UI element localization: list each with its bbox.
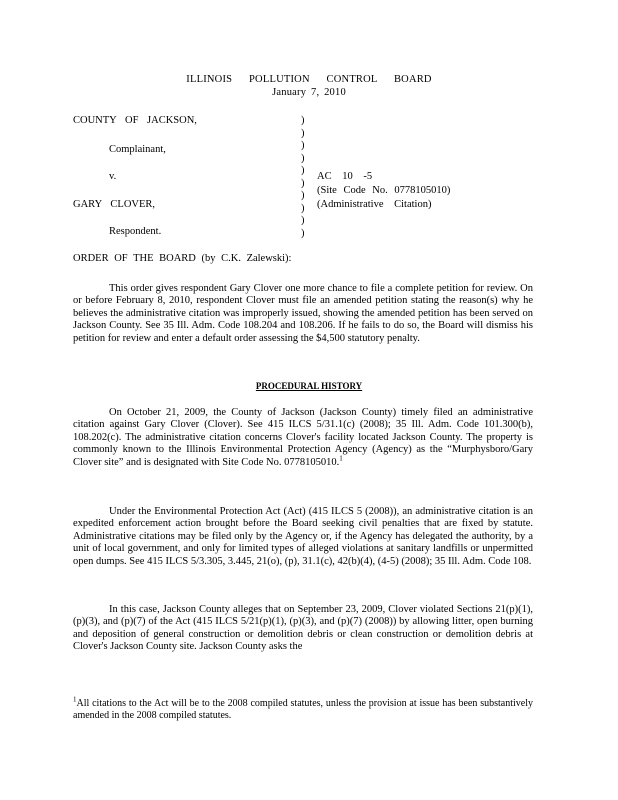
section-heading-text: PROCEDURAL HISTORY: [255, 381, 363, 391]
footnote-reference: 1: [339, 454, 343, 463]
case-number: AC 10 -5: [317, 171, 373, 182]
caption-parentheses: [301, 115, 311, 240]
versus-label: v.: [109, 171, 117, 182]
paren: ): [301, 202, 305, 214]
case-type: (Administrative Citation): [317, 199, 432, 210]
section-heading: [0, 380, 618, 392]
complainant-role: Complainant,: [109, 144, 166, 155]
paren: ): [301, 115, 305, 126]
paren: ): [301, 215, 305, 226]
footnote-text: All citations to the Act will be to the 2008 compiled statutes, unless the provision at issue has been substantively amended in the 2008 compiled statutes.: [73, 698, 533, 722]
paren: ): [301, 165, 305, 176]
site-code: (Site Code No. 0778105010): [317, 185, 451, 196]
paren: ): [301, 227, 305, 239]
footnote: [73, 695, 533, 723]
paragraph-allegations: In this case, Jackson County alleges that on September 23, 2009, Clover violated Sections 21(p)(1), (p)(3), and (p)(7) of the Act (415 ILCS 5/21(p)(1), (p)(3), and (p)(7) (2008)) by allowing litter, open burning and deposition of general construction or demolition debris or clean construction or demolition debris at Clover's Jackson County site. Jackson County asks the: [73, 604, 533, 653]
order-heading: ORDER OF THE BOARD (by C.K. Zalewski):: [73, 253, 292, 264]
paren: ): [301, 177, 305, 189]
paren: ): [301, 152, 305, 164]
order-date: January 7, 2010: [272, 87, 346, 98]
paragraph-text: On October 21, 2009, the County of Jackson (Jackson County) timely filed an administrative citation against Gary Clover (Clover). See 415 ILCS 5/31.1(c) (2008); 35 Ill. Adm. Code 101.300(b), 108.202(c). The administrative citation concerns Clover's facility located Jackson County. The property is commonly known to the Illinois Environmental Protection Agency (Agency) as the “Murphysboro/Gary Clover site” and is designated with Site Code No. 0778105010.: [73, 407, 533, 468]
respondent-role: Respondent.: [109, 226, 162, 237]
paragraph-procedural-history: [73, 407, 533, 469]
paren: ): [301, 140, 305, 151]
document-header: [0, 73, 618, 99]
board-name: ILLINOIS POLLUTION CONTROL BOARD: [186, 74, 432, 85]
paren: ): [301, 190, 305, 201]
respondent-name: GARY CLOVER,: [73, 199, 156, 210]
footnote-marker: 1: [73, 695, 77, 704]
complainant-name: COUNTY OF JACKSON,: [73, 115, 197, 126]
paren: ): [301, 127, 305, 139]
paragraph-act-overview: Under the Environmental Protection Act (Act) (415 ILCS 5 (2008)), an administrative citation is an expedited enforcement action brought before the Board seeking civil penalties that are fixed by statute. Administrative citations may be filed only by the Agency or, if the Agency has delegated the authority, by a unit of local government, and only for limited types of alleged violations at sanitary landfills or unpermitted open dumps. See 415 ILCS 5/3.305, 3.445, 21(o), (p), 31.1(c), 42(b)(4), (4-5) (2008); 35 Ill. Adm. Code 108.: [73, 506, 533, 567]
paragraph-intro: This order gives respondent Gary Clover one more chance to file a complete petition for review. On or before February 8, 2010, respondent Clover must file an amended petition stating the reason(s) why he believes the administrative citation was improperly issued, showing the amended petition has been served on Jackson County. See 35 Ill. Adm. Code 108.204 and 108.206. If he fails to do so, the Board will dismiss his petition for review and enter a default order assessing the $4,500 statutory penalty.: [73, 283, 533, 344]
